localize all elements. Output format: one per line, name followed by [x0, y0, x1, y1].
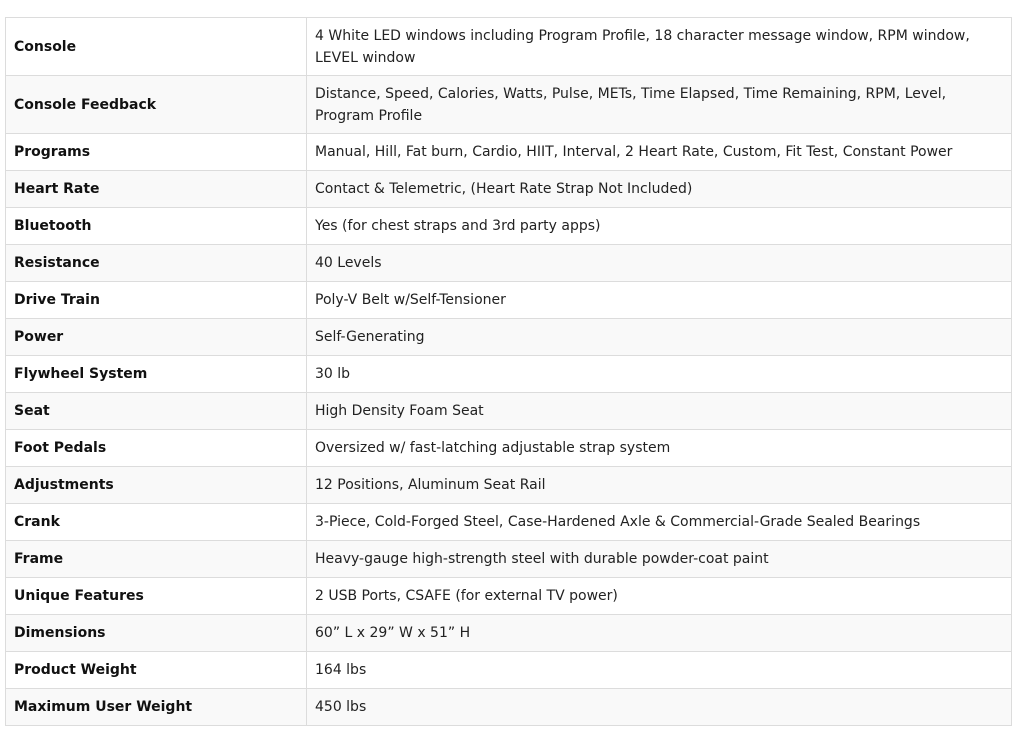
spec-value: Oversized w/ fast-latching adjustable strap system — [307, 430, 1012, 467]
spec-label: Bluetooth — [6, 208, 307, 245]
spec-label: Seat — [6, 393, 307, 430]
spec-table — [5, 17, 1012, 726]
spec-label: Product Weight — [6, 652, 307, 689]
table-row — [6, 467, 1012, 504]
table-row — [6, 541, 1012, 578]
table-row — [6, 319, 1012, 356]
table-row — [6, 356, 1012, 393]
spec-table-body — [6, 18, 1012, 726]
spec-value: 2 USB Ports, CSAFE (for external TV power) — [307, 578, 1012, 615]
table-row — [6, 689, 1012, 726]
table-row — [6, 134, 1012, 171]
table-row — [6, 578, 1012, 615]
spec-label: Dimensions — [6, 615, 307, 652]
spec-label: Power — [6, 319, 307, 356]
spec-label: Foot Pedals — [6, 430, 307, 467]
spec-label: Programs — [6, 134, 307, 171]
table-row — [6, 208, 1012, 245]
table-row — [6, 652, 1012, 689]
spec-label: Heart Rate — [6, 171, 307, 208]
table-row — [6, 393, 1012, 430]
spec-value: 30 lb — [307, 356, 1012, 393]
spec-value: 164 lbs — [307, 652, 1012, 689]
table-row — [6, 282, 1012, 319]
spec-label: Resistance — [6, 245, 307, 282]
table-row — [6, 504, 1012, 541]
spec-label: Flywheel System — [6, 356, 307, 393]
spec-label: Frame — [6, 541, 307, 578]
spec-label: Maximum User Weight — [6, 689, 307, 726]
table-row — [6, 76, 1012, 134]
spec-value: Manual, Hill, Fat burn, Cardio, HIIT, Interval, 2 Heart Rate, Custom, Fit Test, Constant Power — [307, 134, 1012, 171]
spec-label: Crank — [6, 504, 307, 541]
table-row — [6, 430, 1012, 467]
spec-value: Poly-V Belt w/Self-Tensioner — [307, 282, 1012, 319]
spec-value: 12 Positions, Aluminum Seat Rail — [307, 467, 1012, 504]
spec-label: Console Feedback — [6, 76, 307, 134]
spec-value: 4 White LED windows including Program Profile, 18 character message window, RPM window, LEVEL window — [307, 18, 1012, 76]
spec-value: 450 lbs — [307, 689, 1012, 726]
spec-label: Adjustments — [6, 467, 307, 504]
table-row — [6, 245, 1012, 282]
table-row — [6, 615, 1012, 652]
spec-value: Distance, Speed, Calories, Watts, Pulse, METs, Time Elapsed, Time Remaining, RPM, Level, Program Profile — [307, 76, 1012, 134]
spec-label: Unique Features — [6, 578, 307, 615]
spec-value: 40 Levels — [307, 245, 1012, 282]
table-row — [6, 171, 1012, 208]
spec-value: Self-Generating — [307, 319, 1012, 356]
spec-value: Contact & Telemetric, (Heart Rate Strap Not Included) — [307, 171, 1012, 208]
spec-label: Console — [6, 18, 307, 76]
spec-value: Heavy-gauge high-strength steel with durable powder-coat paint — [307, 541, 1012, 578]
spec-label: Drive Train — [6, 282, 307, 319]
spec-value: Yes (for chest straps and 3rd party apps) — [307, 208, 1012, 245]
table-row — [6, 18, 1012, 76]
spec-value: High Density Foam Seat — [307, 393, 1012, 430]
spec-value: 3-Piece, Cold-Forged Steel, Case-Hardened Axle & Commercial-Grade Sealed Bearings — [307, 504, 1012, 541]
spec-value: 60” L x 29” W x 51” H — [307, 615, 1012, 652]
